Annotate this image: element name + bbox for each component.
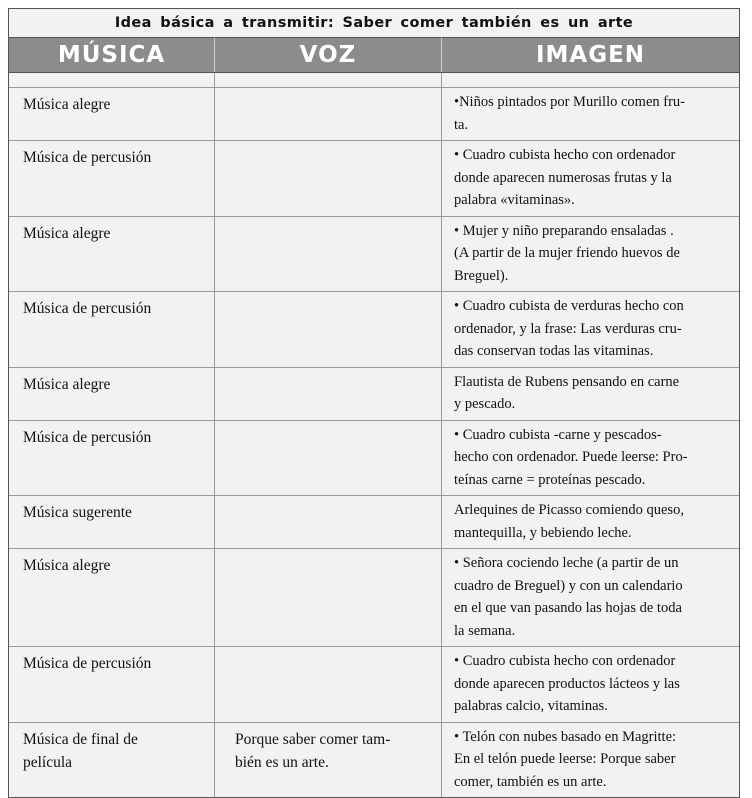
voz-cell xyxy=(215,217,442,292)
musica-cell xyxy=(9,368,215,420)
imagen-cell xyxy=(442,421,739,496)
imagen-cell xyxy=(442,496,739,548)
cell-line: ta. xyxy=(454,116,469,133)
cell-line: palabra «vitaminas». xyxy=(454,192,575,208)
cell-line: teínas carne = proteínas pescado. xyxy=(454,471,646,488)
header-imagen: IMAGEN xyxy=(535,42,646,68)
musica-cell xyxy=(9,292,215,367)
imagen-cell xyxy=(442,217,739,292)
cell-line: mantequilla, y bebiendo leche. xyxy=(454,524,632,541)
cell-line: • Telón con nubes basado en Magritte: xyxy=(454,728,677,745)
imagen-cell xyxy=(442,647,739,722)
table-row xyxy=(9,292,739,368)
cell-line: y pescado. xyxy=(454,396,516,412)
cell-line: •Niños pintados por Murillo comen fru- xyxy=(454,94,686,110)
header-musica: MÚSICA xyxy=(9,38,215,72)
cell-line: Música de percusión xyxy=(23,655,152,672)
cell-line: • Cuadro cubista hecho con ordenador xyxy=(454,653,676,669)
cell-line: Música de percusión xyxy=(23,300,152,317)
musica-cell xyxy=(9,88,215,140)
imagen-cell xyxy=(442,723,739,798)
spacer-cell xyxy=(442,73,739,87)
cell-line: Música sugerente xyxy=(23,504,132,521)
cell-line: Música alegre xyxy=(23,96,111,113)
cell-line: • Mujer y niño preparando ensaladas . xyxy=(454,222,674,239)
cell-line: • Cuadro cubista de verduras hecho con xyxy=(454,298,684,314)
cell-line: Música de percusión xyxy=(23,149,152,166)
voz-cell xyxy=(215,549,442,646)
cell-line: • Cuadro cubista hecho con ordenador xyxy=(454,147,676,163)
cell-line: película xyxy=(23,753,73,771)
cell-line: en el que van pasando las hojas de toda xyxy=(454,600,682,616)
table-title: Idea básica a transmitir: Saber comer también es un arte xyxy=(9,9,739,38)
table-row xyxy=(9,647,739,723)
musica-cell xyxy=(9,647,215,722)
cell-line: (A partir de la mujer friendo huevos de xyxy=(454,245,680,261)
voz-cell xyxy=(215,421,442,496)
header-row xyxy=(9,38,739,73)
musica-cell xyxy=(9,496,215,548)
cell-line: Música alegre xyxy=(23,224,111,242)
storyboard-table xyxy=(8,8,740,798)
voz-cell xyxy=(215,647,442,722)
imagen-cell xyxy=(442,549,739,646)
table-row xyxy=(9,421,739,497)
cell-line: Música alegre xyxy=(23,375,111,393)
cell-line: En el telón puede leerse: Porque saber xyxy=(454,751,676,767)
imagen-cell xyxy=(442,141,739,216)
cell-line: donde aparecen productos lácteos y las xyxy=(454,675,680,692)
voz-cell xyxy=(215,292,442,367)
voz-cell xyxy=(215,496,442,548)
cell-line: Arlequines de Picasso comiendo queso, xyxy=(454,502,684,518)
table-row xyxy=(9,368,739,421)
table-row xyxy=(9,141,739,217)
table-row xyxy=(9,723,739,798)
imagen-cell xyxy=(442,292,739,367)
cell-line: Porque saber comer tam- xyxy=(235,730,391,748)
cell-line: bién es un arte. xyxy=(235,753,329,771)
cell-line: ordenador, y la frase: Las verduras cru- xyxy=(454,320,682,337)
table-row xyxy=(9,549,739,647)
cell-line: Flautista de Rubens pensando en carne xyxy=(454,373,680,390)
cell-line: palabras calcio, vitaminas. xyxy=(454,698,608,714)
cell-line: Música alegre xyxy=(23,557,111,574)
musica-cell xyxy=(9,217,215,292)
table-body xyxy=(9,88,739,797)
voz-cell xyxy=(215,88,442,140)
voz-cell xyxy=(215,141,442,216)
voz-cell xyxy=(215,368,442,420)
cell-line: das conservan todas las vitaminas. xyxy=(454,343,654,359)
table-row xyxy=(9,88,739,141)
musica-cell xyxy=(9,723,215,798)
cell-line: Música de final de xyxy=(23,730,138,748)
imagen-cell xyxy=(442,88,739,140)
spacer-row xyxy=(9,73,739,88)
voz-cell xyxy=(215,723,442,798)
musica-cell xyxy=(9,421,215,496)
cell-line: Breguel). xyxy=(454,267,509,284)
cell-line: hecho con ordenador. Puede leerse: Pro- xyxy=(454,449,688,465)
cell-line: Música de percusión xyxy=(23,428,152,446)
spacer-cell xyxy=(9,73,215,87)
cell-line: la semana. xyxy=(454,622,516,639)
imagen-cell xyxy=(442,368,739,420)
cell-line: • Cuadro cubista -carne y pescados- xyxy=(454,426,662,443)
cell-line: comer, también es un arte. xyxy=(454,773,607,790)
cell-line: • Señora cociendo leche (a partir de un xyxy=(454,555,679,571)
spacer-cell xyxy=(215,73,442,87)
musica-cell xyxy=(9,549,215,646)
cell-line: donde aparecen numerosas frutas y la xyxy=(454,169,672,186)
musica-cell xyxy=(9,141,215,216)
cell-line: cuadro de Breguel) y con un calendario xyxy=(454,577,683,594)
table-row xyxy=(9,496,739,549)
header-voz: VOZ xyxy=(215,38,442,72)
table-row xyxy=(9,217,739,293)
